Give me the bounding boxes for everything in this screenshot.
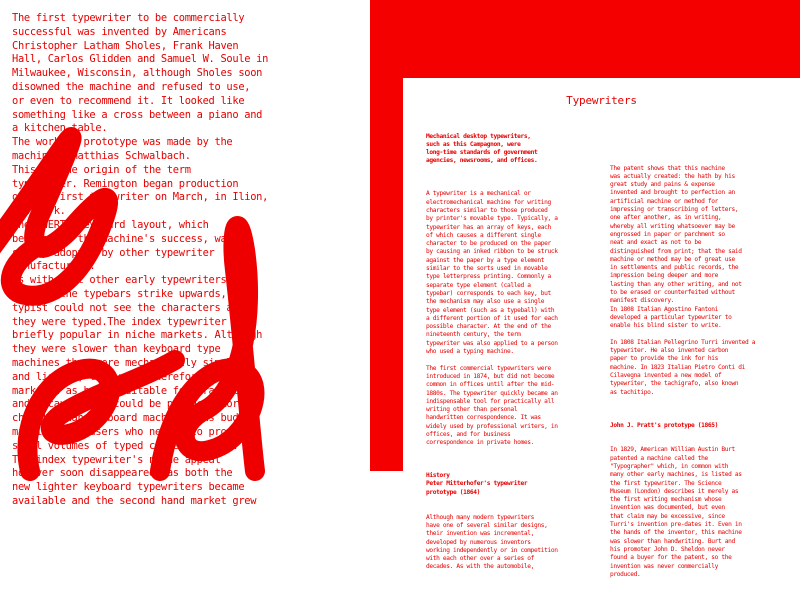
history-heading: History Peter Mitterhofer's typewriter prototype (1864): [426, 472, 528, 496]
left-text-panel: [0, 0, 370, 507]
article-intro-body: A typewriter is a mechanical or electromechanical machine for writing characters similar to those produced by printer's movable type. Typically, a typewriter has an array of keys, each of which causes a different single character to be produced on the paper by causing an inked ribbon to be struck against the paper by a type element similar to the sorts used in movable type letterpress printing. Commonly a separate type element (called a typebar) corresponds to each key, but the mechanism may also use a single type element (such as a typeball) with a different portion of it used for each possible character. At the end of the nineteenth century, the term typewriter was also applied to a person who used a typing machine. The first commercial typewriters were introduced in 1874, but did not become common in offices until after the mid- 1880s. The typewriter quickly became an indispensable tool for practically all writing other than personal handwritten correspondence. It was widely used by professional writers, in offices, and for business correspondence in private homes.: [426, 190, 558, 447]
patent-body: The patent shows that this machine was actually created: the hath by his great study and pains & expense invented and brought to perfection an artificial machine or method for impressing or transcribing of letters, one after another, as in writing, whereby all writing whatsoever may be engrossed in paper or parchment so neat and exact as not to be distinguished from print; that the said machine or method may be of great use in settlements and public records, the impression being deeper and more lasting than any other writing, and not to be erased or counterfeited without manifest discovery. In 1808 Italian Agostino Fantoni developed a particular typewriter to enable his blind sister to write. In 1808 Italian Pellegrino Turri invented a typewriter. He also invented carbon paper to provide the ink for his machine. In 1823 Italian Pietro Conti di Cilavegna invented a new model of typewriter, the tachigrafo, also known as tachitipo.: [610, 164, 756, 396]
history-body: Although many modern typewriters have one of several similar designs, their invention was incremental, developed by numerous inventors working independently or in competition with each other over a series of decades. As with the automobile,: [426, 513, 558, 571]
article-right-column: [610, 148, 755, 596]
article-lead: Mechanical desktop typewriters, such as this Campagnon, were long-time standards of government agencies, newsrooms, and offices.: [426, 132, 538, 165]
pratt-body: In 1829, American William Austin Burt patented a machine called the "Typographer" which, in common with many other early machines, is listed as the first typewriter. The Science Museum (London) describes it merely as the first writing mechanism whose invention was documented, but even that claim may be excessive, since Turri's invention pre-dates it. Even in the hands of the inventor, this machine was slower than handwriting. Burt and his promoter John D. Sheldon never found a buyer for the patent, so the invention was never commercially produced.: [610, 446, 742, 578]
article-title: Typewriters: [566, 94, 637, 107]
article-sheet: [403, 78, 800, 578]
typewriter-history-text: The first typewriter to be commercially successful was invented by Americans Christopher Latham Sholes, Frank Haven Hall, Carlos Glidden and Samuel W. Soule in Milwaukee, Wisconsin, although Sholes soon disowned the machine and refused to use, or even to recommend it. It looked like something like a cross between a piano and a kitchen table. The working prototype was made by the machinist Matthias Schwalbach. This is the origin of the term typewriter. Remington began production of its first typewriter on March, in Ilion, New York. The QWERTY keyboard layout, which because of the machine's success, was slowly adopted by other typewriter manufacturers. As with most other early typewriters, because the typebars strike upwards, the typist could not see the characters as they were typed.The index typewriter was briefly popular in niche markets. Although they were slower than keyboard type machines they were mechanically simpler and lighter, they were therefore marketed as being suitable for travellers, and because they could be produced more cheaply than keyboard machines, as budget machines for users who needed to produce small volumes of typed correspondence. The index typewriter's niche appeal however soon disappeared, as both the new lighter keyboard typewriters became available and the second hand market grew: [12, 12, 269, 507]
pratt-heading: John J. Pratt's prototype (1865): [610, 421, 719, 429]
article-left-column: [426, 116, 558, 588]
